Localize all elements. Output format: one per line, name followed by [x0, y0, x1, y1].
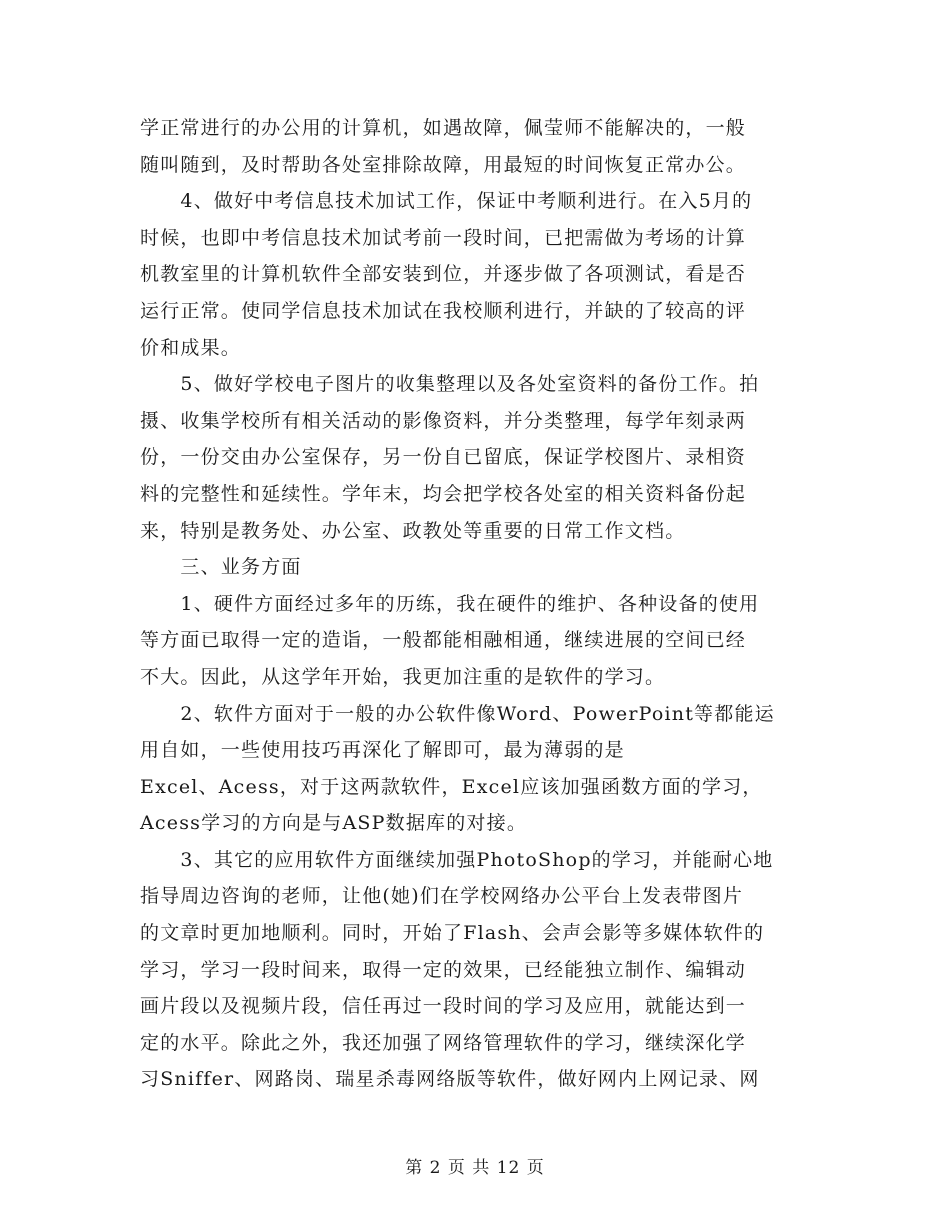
text-line: 运行正常。使同学信息技术加试在我校顺利进行，并缺的了较高的评	[140, 299, 747, 322]
text-line: 画片段以及视频片段，信任再过一段时间的学习及应用，就能达到一	[140, 995, 747, 1018]
text-line: 摄、收集学校所有相关活动的影像资料，并分类整理，每学年刻录两	[140, 409, 747, 432]
page-number-footer: 第 2 页 共 12 页	[405, 1158, 545, 1178]
text-line: 份，一份交由办公室保存，另一份自已留底，保证学校图片、录相资	[140, 446, 747, 469]
text-line: 时候，也即中考信息技术加试考前一段时间，已把需做为考场的计算	[140, 226, 747, 249]
text-line: 随叫随到，及时帮助各处室排除故障，用最短的时间恢复正常办公。	[140, 153, 747, 176]
text-line: Excel、Acess，对于这两款软件，Excel应该加强函数方面的学习，	[140, 775, 763, 798]
text-line: 1、硬件方面经过多年的历练，我在硬件的维护、各种设备的使用	[140, 592, 760, 615]
text-line: Acess学习的方向是与ASP数据库的对接。	[140, 812, 528, 835]
text-line: 不大。因此，从这学年开始，我更加注重的是软件的学习。	[140, 665, 666, 688]
text-line: 2、软件方面对于一般的办公软件像Word、PowerPoint等都能运	[140, 702, 775, 725]
text-line: 价和成果。	[140, 336, 242, 359]
text-line: 用自如，一些使用技巧再深化了解即可，最为薄弱的是	[140, 739, 625, 762]
text-line: 3、其它的应用软件方面继续加强PhotoShop的学习，并能耐心地	[140, 848, 774, 871]
text-line: 5、做好学校电子图片的收集整理以及各处室资料的备份工作。拍	[140, 373, 760, 396]
text-line: 机教室里的计算机软件全部安装到位，并逐步做了各项测试，看是否	[140, 263, 747, 286]
text-line: 等方面已取得一定的造诣，一般都能相融相通，继续进展的空间已经	[140, 629, 747, 652]
text-line: 指导周边咨询的老师，让他(她)们在学校网络办公平台上发表带图片	[140, 885, 744, 908]
text-line: 来，特别是教务处、办公室、政教处等重要的日常工作文档。	[140, 519, 686, 542]
text-line: 料的完整性和延续性。学年末，均会把学校各处室的相关资料备份起	[140, 482, 747, 505]
text-line: 定的水平。除此之外，我还加强了网络管理软件的学习，继续深化学	[140, 1031, 747, 1054]
document-body	[140, 110, 810, 1098]
text-line: 4、做好中考信息技术加试工作，保证中考顺利进行。在入5月的	[140, 190, 753, 213]
section-heading: 三、业务方面	[140, 556, 302, 579]
text-line: 习Sniffer、网路岗、瑞星杀毒网络版等软件，做好网内上网记录、网	[140, 1068, 760, 1091]
text-line: 学正常进行的办公用的计算机，如遇故障，佩莹师不能解决的，一般	[140, 117, 747, 139]
text-line: 学习，学习一段时间来，取得一定的效果，已经能独立制作、编辑动	[140, 958, 747, 981]
text-line: 的文章时更加地顺利。同时，开始了Flash、会声会影等多媒体软件的	[140, 922, 765, 945]
